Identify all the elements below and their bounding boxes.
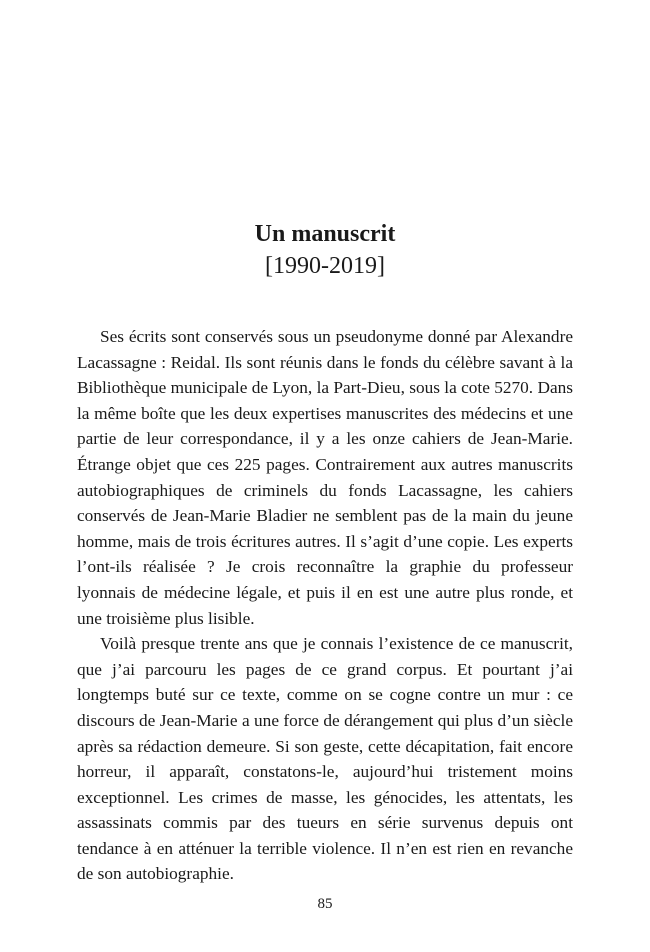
paragraph-2: Voilà presque trente ans que je connais l’existence de ce manuscrit, que j’ai parcouru les pages de ce grand corpus. Et pourtant j’ai longtemps buté sur ce texte, comme on se cogne contre un mur : ce discours de Jean-Marie a une force de dérangement qui plus d’un siècle après sa rédaction demeure. Si son geste, cette décapitation, fait encore horreur, il apparaît, constatons-le, aujourd’hui tristement moins exceptionnel. Les crimes de masse, les génocides, les attentats, les assassinats commis par des tueurs en série survenus depuis ont tendance à en atténuer la terrible violence. Il n’en est rien en revanche de son autobiographie.	[77, 634, 573, 884]
page-number: 85	[317, 896, 333, 912]
chapter-heading	[0, 218, 650, 282]
chapter-dates: [1990-2019]	[265, 253, 385, 279]
paragraph-1: Ses écrits sont conservés sous un pseudonyme donné par Alexandre Lacassagne : Reidal. Ils sont réunis dans le fonds du célèbre savant à la Bibliothèque municipale de Lyon, la Part-Dieu, sous la cote 5270. Dans la même boîte que les deux expertises manuscrites des médecins et une partie de leur correspondance, il y a les onze cahiers de Jean-Marie. Étrange objet que ces 225 pages. Contrairement aux autres manuscrits autobiographiques de criminels du fonds Lacassagne, les cahiers conservés de Jean-Marie Bladier ne semblent pas de la main du jeune homme, mais de trois écritures autres. Il s’agit d’une copie. Les experts l’ont-ils réalisée ? Je crois reconnaître la graphie du professeur lyonnais de médecine légale, et puis il en est une autre plus ronde, et une troisième plus lisible.	[77, 327, 573, 628]
body-text	[77, 324, 573, 887]
chapter-title: Un manuscrit	[254, 221, 396, 247]
